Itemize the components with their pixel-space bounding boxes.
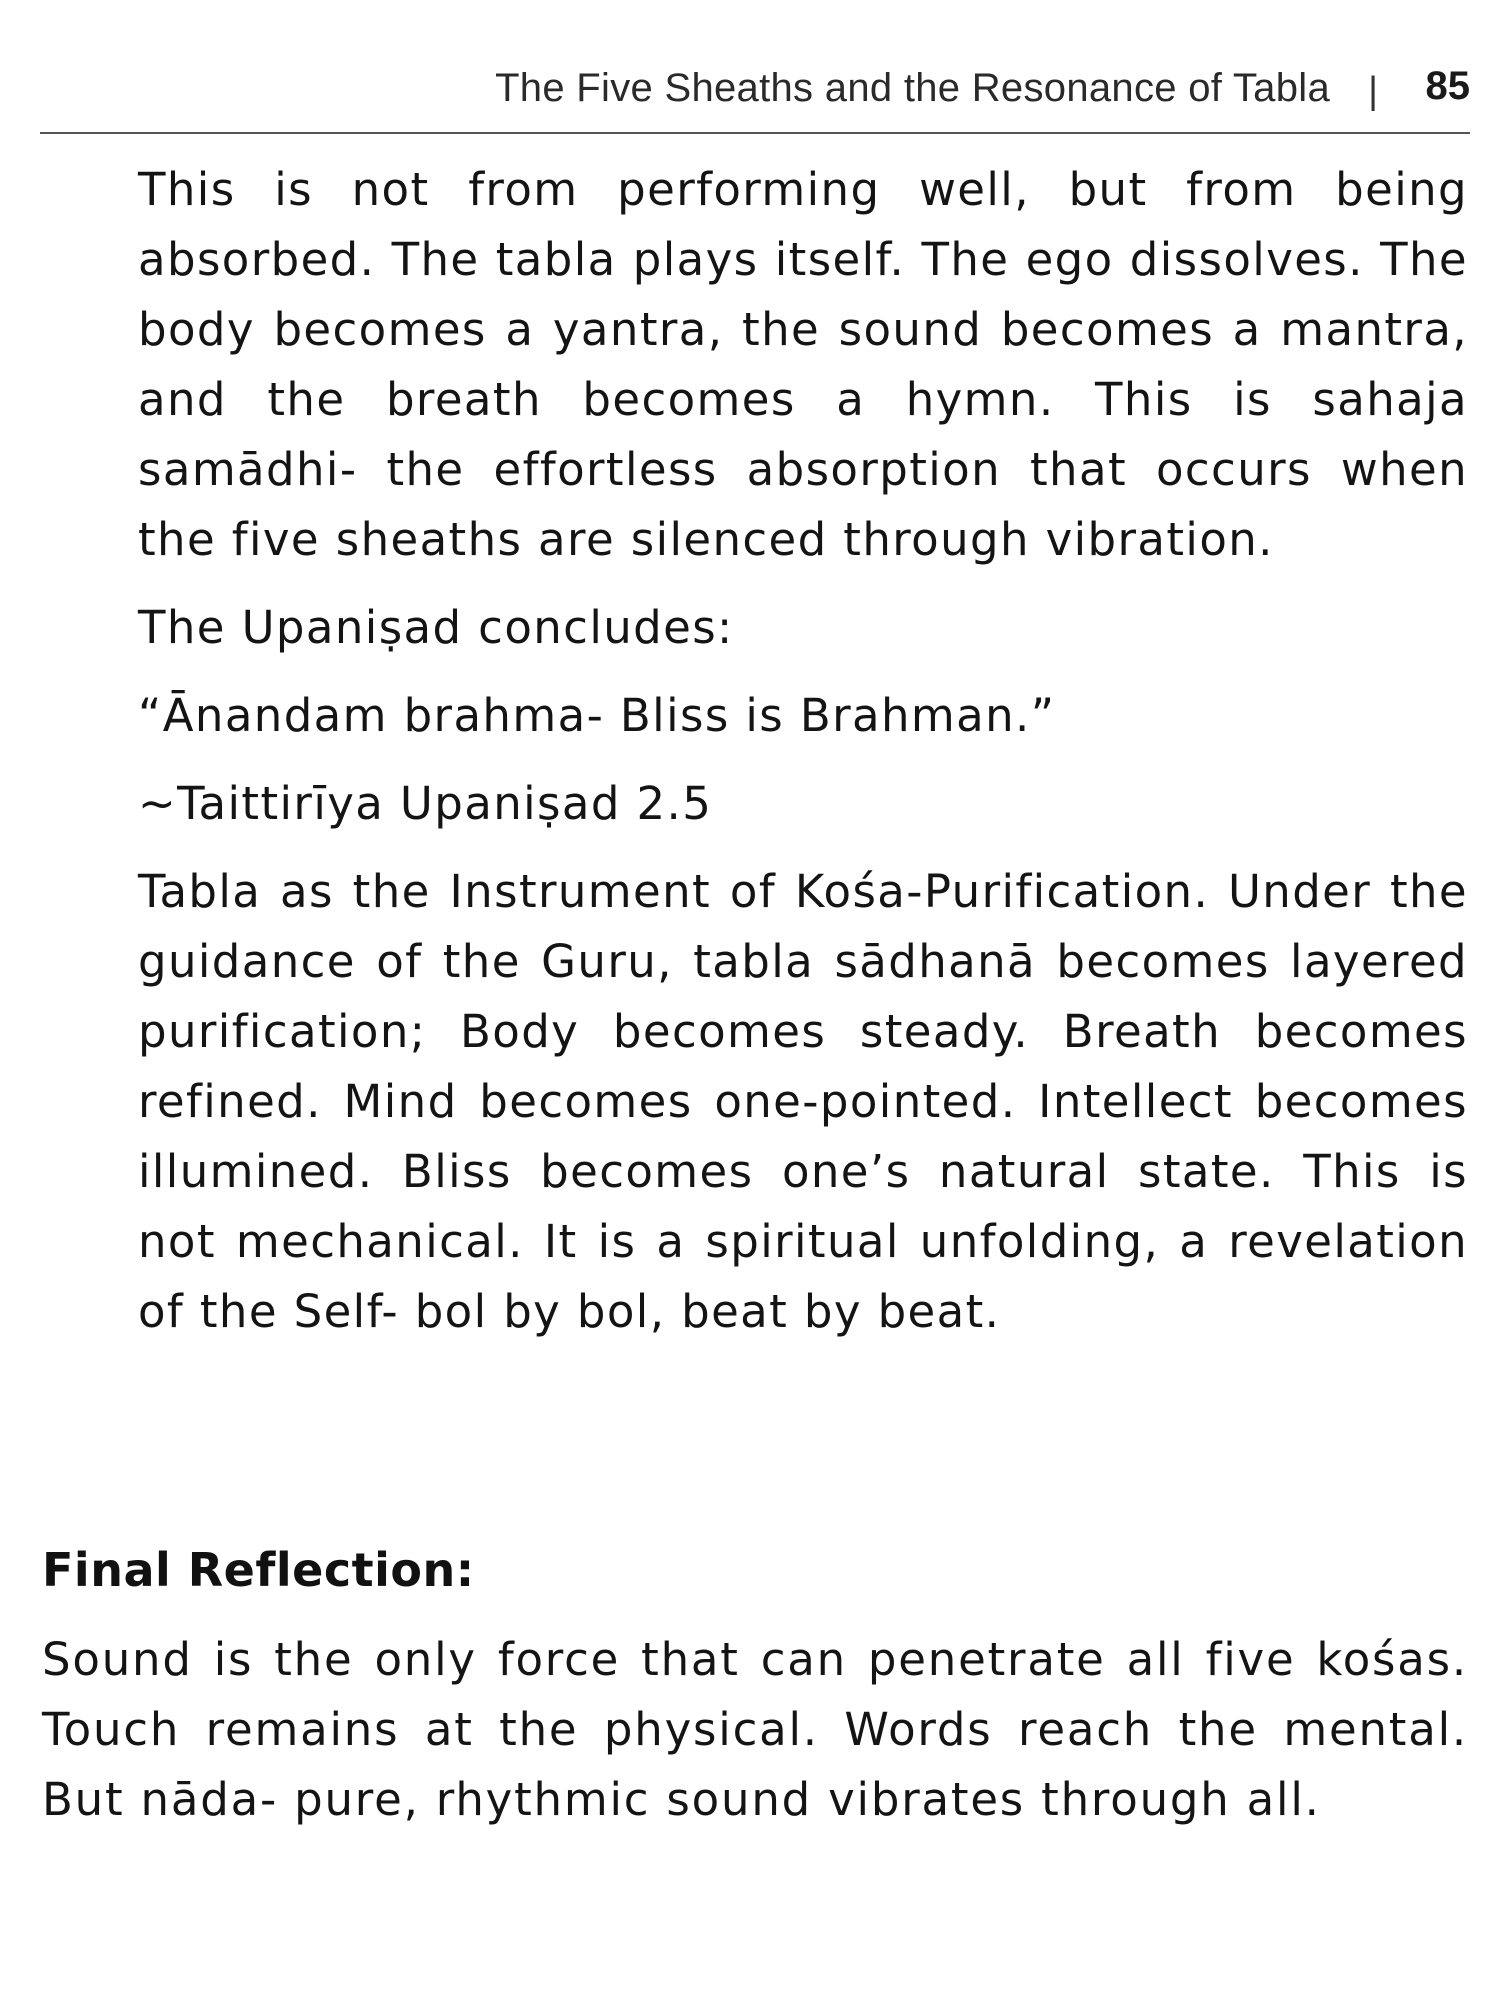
final-reflection-heading: Final Reflection: xyxy=(42,1543,475,1597)
citation-line: ~Taittirīya Upaniṣad 2.5 xyxy=(138,777,713,830)
main-text-block xyxy=(138,155,1468,1365)
paragraph-absorption: This is not from performing well, but from being absorbed. The tabla plays itself. The ego dissolves. The body becomes a yantra, the sound becomes a mantra, and the breath becomes a hymn. This is sahaja samādhi- the effortless absorption that occurs when the five sheaths are silenced through vibration. xyxy=(138,163,1468,566)
final-reflection-text: Sound is the only force that can penetrate all five kośas. Touch remains at the physical. Words reach the mental. But nāda- pure, rhythmic sound vibrates through all. xyxy=(42,1633,1468,1826)
quote-line: “Ānandam brahma- Bliss is Brahman.” xyxy=(138,689,1056,742)
running-title: The Five Sheaths and the Resonance of Tabla xyxy=(495,66,1330,110)
header-separator: | xyxy=(1368,70,1378,112)
page-number: 85 xyxy=(1425,64,1470,108)
upanisad-intro: The Upaniṣad concludes: xyxy=(138,601,734,654)
paragraph-kosa-purification: Tabla as the Instrument of Kośa-Purification. Under the guidance of the Guru, tabla sādhanā becomes layered purification; Body becomes steady. Breath becomes refined. Mind becomes one-pointed. Intellect becomes illumined. Bliss becomes one’s natural state. This is not mechanical. It is a spiritual unfolding, a revelation of the Self- bol by bol, beat by beat. xyxy=(138,865,1468,1338)
page-header xyxy=(40,62,1470,134)
